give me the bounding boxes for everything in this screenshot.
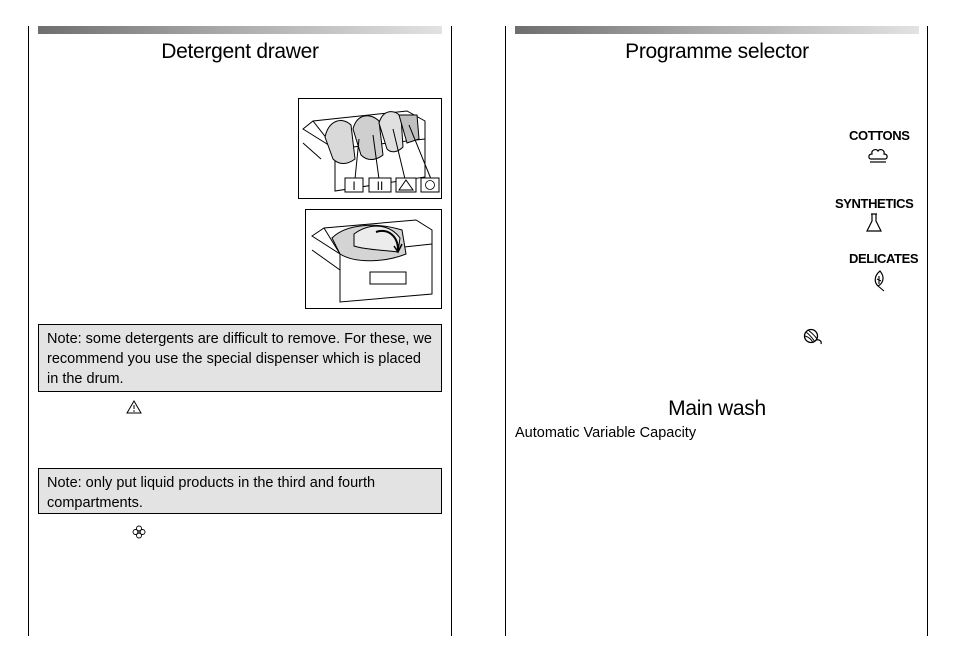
flower-icon xyxy=(132,525,146,539)
center-right-line xyxy=(505,26,506,636)
center-left-line xyxy=(451,26,452,636)
programme-label-cottons: COTTONS xyxy=(849,128,910,143)
drawer-drawing xyxy=(299,99,441,198)
left-header-bar xyxy=(38,26,442,34)
flask-icon xyxy=(866,213,882,233)
right-header-bar xyxy=(515,26,919,34)
feather-icon xyxy=(872,270,888,292)
drawer-compartments-illustration xyxy=(298,98,442,199)
left-page-title: Detergent drawer xyxy=(161,40,319,63)
cotton-cloud-icon xyxy=(868,145,888,163)
compartment-label-2: II xyxy=(376,179,384,193)
compartment-label-1: I xyxy=(352,179,356,193)
drawer-pull-out-illustration xyxy=(305,209,442,309)
programme-label-synthetics: SYNTHETICS xyxy=(835,196,914,211)
main-wash-title: Main wash xyxy=(668,397,766,420)
warning-triangle-icon xyxy=(126,400,142,414)
right-margin-line xyxy=(927,26,928,636)
wool-icon xyxy=(801,327,823,345)
programme-label-delicates: DELICATES xyxy=(849,251,919,266)
note-difficult-detergents: Note: some detergents are difficult to remove. For these, we recommend you use the special dispenser which is placed in the drum. xyxy=(38,324,442,392)
right-page-title: Programme selector xyxy=(625,40,809,63)
note-liquid-products: Note: only put liquid products in the third and fourth compartments. xyxy=(38,468,442,514)
left-margin-line xyxy=(28,26,29,636)
drawer-open-drawing xyxy=(306,210,441,308)
main-wash-subtitle: Automatic Variable Capacity xyxy=(515,425,697,441)
